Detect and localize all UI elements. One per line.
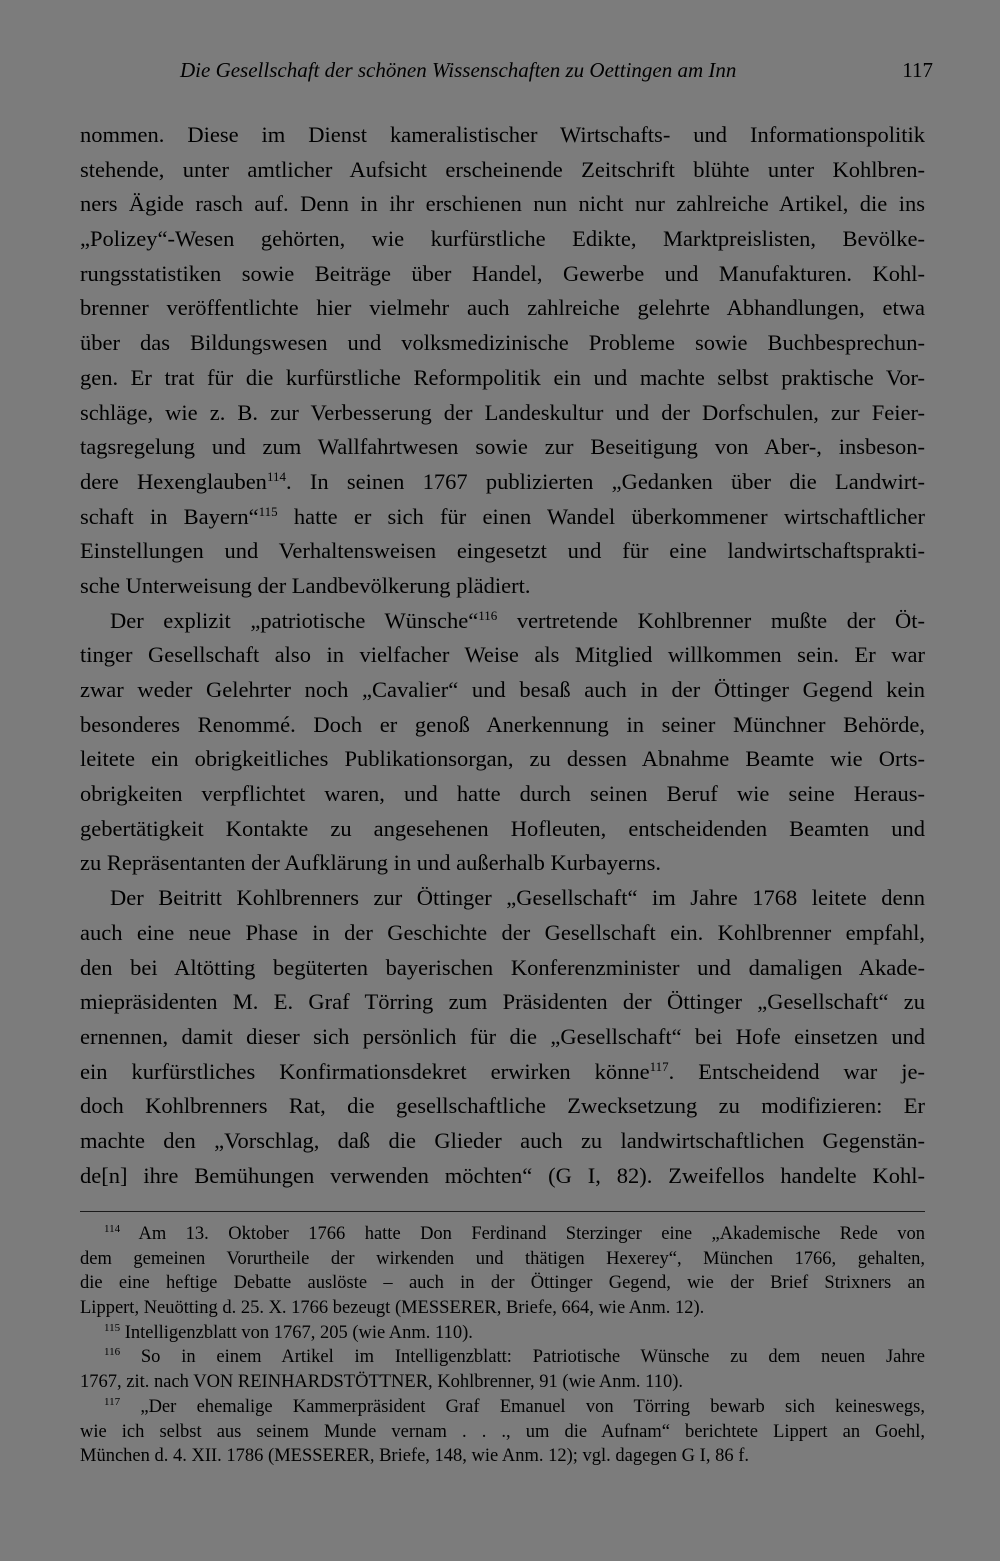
footnote-marker: 115: [104, 1321, 121, 1334]
text-line: [80, 777, 925, 812]
footnote-text: wie ich selbst aus seinem Munde vernam . . ., um die Aufnam“ berichtete Lippert an Goehl,: [80, 1421, 925, 1442]
text-run: zwar weder Gelehrter noch „Cavalier“ und besaß auch in der Öttinger Gegend kein: [80, 677, 925, 702]
text-run: tagsregelung und zum Wallfahrtwesen sowie zur Beseitigung von Aber-, insbeson-: [80, 434, 925, 460]
text-run: sche Unterweisung der Landbevölkerung plädiert.: [80, 572, 531, 598]
text-run: . In seinen 1767 publizierten „Gedanken über die Landwirt-: [285, 468, 925, 494]
text-run: Der Beitritt Kohlbrenners zur Öttinger „Gesellschaft“ im Jahre 1768 leitete denn: [110, 885, 925, 911]
text-line: [80, 430, 925, 465]
text-run: machte den „Vorschlag, daß die Glieder auch zu landwirtschaftlichen Gegenstän-: [80, 1127, 925, 1153]
text-line: [80, 985, 925, 1020]
footnote-marker: 114: [104, 1223, 121, 1235]
footnote-marker: 115: [258, 503, 278, 519]
footnote-text: Intelligenzblatt von 1767, 205 (wie Anm. 110).: [120, 1322, 473, 1343]
text-line: [80, 1159, 925, 1194]
footnote-line: [80, 1395, 925, 1420]
text-line: [80, 222, 925, 257]
footnote-line: [80, 1370, 925, 1395]
main-text: [80, 118, 925, 1193]
text-line: [80, 118, 925, 153]
text-run: de[n] ihre Bemühungen verwenden möchten“ (G I, 82). Zweifellos handelte Kohl-: [80, 1162, 925, 1188]
footnote-line: [80, 1222, 925, 1247]
text-run: „Polizey“-Wesen gehörten, wie kurfürstliche Edikte, Marktpreislisten, Bevölke-: [80, 226, 925, 252]
footnote-line: [80, 1247, 925, 1272]
text-run: gebertätigkeit Kontakte zu angesehenen Hofleuten, entscheidenden Beamten und: [80, 815, 925, 841]
footnote-line: [80, 1271, 925, 1296]
text-line: [80, 396, 925, 431]
page-number: 117: [902, 58, 933, 82]
text-run: leitete ein obrigkeitliches Publikationsorgan, zu dessen Abnahme Beamte wie Orts-: [80, 746, 925, 772]
footnote-marker: 116: [478, 607, 498, 623]
text-run: gen. Er trat für die kurfürstliche Reformpolitik ein und machte selbst praktische Vor-: [80, 364, 925, 390]
text-line: [80, 673, 925, 708]
footnote-marker: 116: [104, 1346, 121, 1359]
footnote-rule: [80, 1211, 925, 1212]
text-line: [80, 951, 925, 986]
footnote-text: So in einem Artikel im Intelligenzblatt: Patriotische Wünsche zu dem neuen Jahre: [120, 1347, 925, 1368]
text-run: tinger Gesellschaft also in vielfacher Weise als Mitglied willkommen sein. Er war: [80, 642, 925, 668]
text-line: [80, 881, 925, 916]
text-line: [80, 291, 925, 326]
text-run: auch eine neue Phase in der Geschichte der Gesellschaft ein. Kohlbrenner empfahl,: [80, 919, 925, 945]
footnote-line: [80, 1420, 925, 1445]
text-run: ernennen, damit dieser sich persönlich für die „Gesellschaft“ bei Hofe einsetzen und: [80, 1023, 925, 1049]
text-run: doch Kohlbrenners Rat, die gesellschaftliche Zwecksetzung zu modifizieren: Er: [80, 1093, 925, 1119]
text-run: zu Repräsentanten der Aufklärung in und außerhalb Kurbayerns.: [80, 850, 662, 876]
text-line: [80, 153, 925, 188]
text-line: [80, 326, 925, 361]
footnote-marker: 117: [104, 1395, 121, 1408]
text-run: obrigkeiten verpflichtet waren, und hatte durch seinen Beruf wie seine Heraus-: [80, 781, 925, 807]
text-line: [80, 569, 925, 604]
text-line: [80, 846, 925, 881]
text-line: [80, 187, 925, 222]
text-run: brenner veröffentlichte hier vielmehr auch zahlreiche gelehrte Abhandlungen, etwa: [80, 295, 925, 321]
text-run: rungsstatistiken sowie Beiträge über Handel, Gewerbe und Manufakturen. Kohl-: [80, 260, 925, 286]
text-run: hatte er sich für einen Wandel überkommener wirtschaftlicher: [277, 503, 925, 529]
text-run: dere Hexenglauben: [80, 468, 267, 494]
text-run: über das Bildungswesen und volksmedizinische Probleme sowie Buchbesprechun-: [80, 330, 925, 356]
text-run: miepräsidenten M. E. Graf Törring zum Präsidenten der Öttinger „Gesellschaft“ zu: [80, 989, 925, 1015]
text-line: [80, 1089, 925, 1124]
text-run: . Entscheidend war je-: [668, 1058, 925, 1084]
running-head-title: Die Gesellschaft der schönen Wissenschaften zu Oettingen am Inn: [180, 58, 737, 82]
footnote-line: [80, 1296, 925, 1321]
footnote-text: Am 13. Oktober 1766 hatte Don Ferdinand Sterzinger eine „Akademische Rede von: [120, 1224, 925, 1244]
text-line: [80, 257, 925, 292]
text-run: Der explizit „patriotische Wünsche“: [110, 607, 479, 633]
footnotes: [80, 1222, 925, 1469]
footnote-marker: 117: [649, 1058, 669, 1074]
text-line: [80, 708, 925, 743]
text-line: [80, 638, 925, 673]
text-run: schaft in Bayern“: [80, 503, 259, 529]
text-line: [80, 1020, 925, 1055]
text-line: [80, 361, 925, 396]
footnote-text: München d. 4. XII. 1786 (MESSERER, Briefe, 148, wie Anm. 12); vgl. dagegen G I, 86 f.: [80, 1446, 749, 1467]
text-run: Einstellungen und Verhaltensweisen eingesetzt und für eine landwirtschaftsprakti-: [80, 538, 925, 564]
text-line: [80, 916, 925, 951]
text-run: ners Ägide rasch auf. Denn in ihr erschienen nun nicht nur zahlreiche Artikel, die ins: [80, 191, 925, 217]
footnote-text: die eine heftige Debatte auslöste – auch in der Öttinger Gegend, wie der Brief Strixners an: [80, 1273, 925, 1294]
text-run: besonderes Renommé. Doch er genoß Anerkennung in seiner Münchner Behörde,: [80, 711, 925, 737]
text-run: nommen. Diese im Dienst kameralistischer Wirtschafts- und Informationspolitik: [80, 122, 925, 147]
text-line: [80, 465, 925, 500]
text-line: [80, 534, 925, 569]
footnote-text: dem gemeinen Vorurtheile der wirkenden und thätigen Hexerey“, München 1766, gehalten,: [80, 1248, 925, 1269]
footnote-text: „Der ehemalige Kammerpräsident Graf Emanuel von Törring bewarb sich keineswegs,: [120, 1396, 925, 1417]
text-line: [80, 1124, 925, 1159]
text-run: schläge, wie z. B. zur Verbesserung der Landeskultur und der Dorfschulen, zur Feier-: [80, 399, 925, 425]
footnote-marker: 114: [266, 468, 286, 484]
footnote-line: [80, 1345, 925, 1370]
text-line: [80, 742, 925, 777]
text-line: [80, 1055, 925, 1090]
footnote-text: Lippert, Neuötting d. 25. X. 1766 bezeugt (MESSERER, Briefe, 664, wie Anm. 12).: [80, 1298, 705, 1319]
text-run: stehende, unter amtlicher Aufsicht erscheinende Zeitschrift blühte unter Kohlbren-: [80, 156, 925, 182]
text-line: [80, 604, 925, 639]
footnote-text: 1767, zit. nach VON REINHARDSTÖTTNER, Kohlbrenner, 91 (wie Anm. 110).: [80, 1372, 683, 1393]
footnote-line: [80, 1444, 925, 1469]
text-run: den bei Altötting begüterten bayerischen Konferenzminister und damaligen Akade-: [80, 954, 925, 980]
footnote-line: [80, 1321, 925, 1346]
text-line: [80, 500, 925, 535]
text-run: ein kurfürstliches Konfirmationsdekret erwirken könne: [80, 1058, 650, 1084]
text-line: [80, 812, 925, 847]
running-head: [80, 58, 935, 88]
text-run: vertretende Kohlbrenner mußte der Öt-: [497, 607, 925, 633]
